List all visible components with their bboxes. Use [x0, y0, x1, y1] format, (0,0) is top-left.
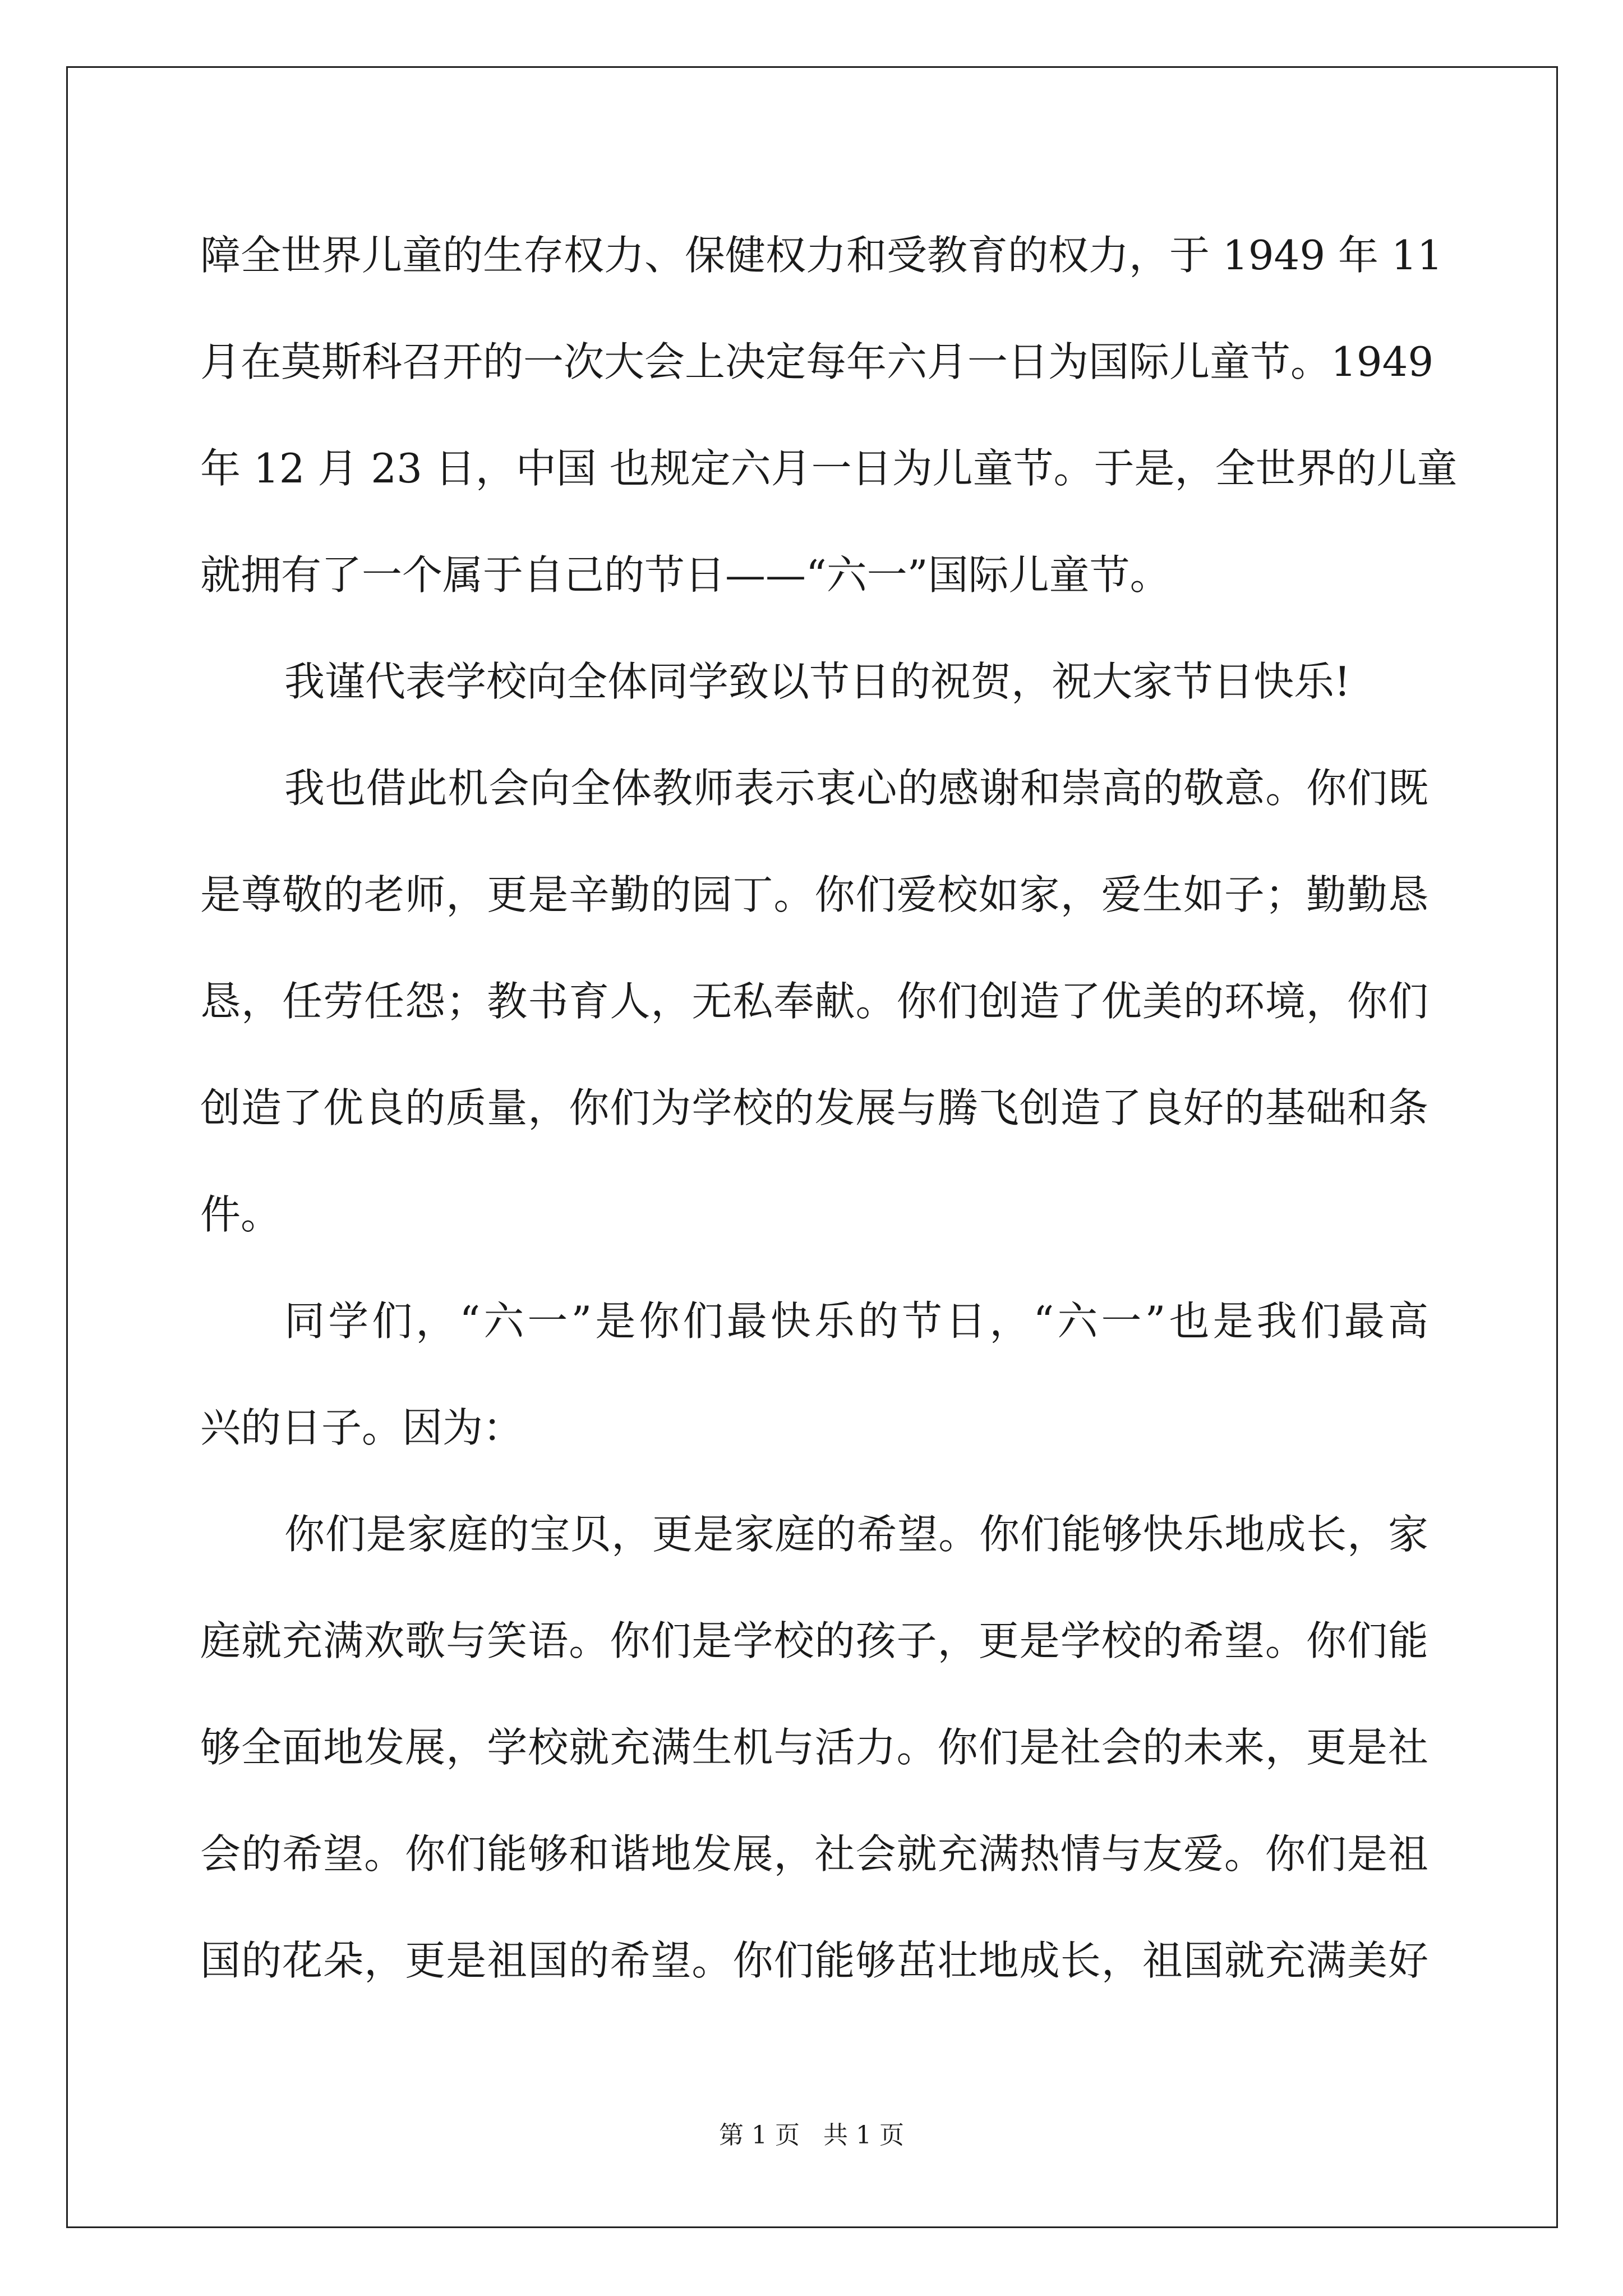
text-line: 庭就充满欢歌与笑语。你们是学校的孩子，更是学校的希望。你们能 — [200, 1617, 1428, 1664]
page-number: 第 1 页 — [719, 2121, 800, 2150]
text-line: 同学们，“六一”是你们最快乐的节日，“六一”也是我们最高 — [284, 1297, 1428, 1345]
text-line: 是尊敬的老师，更是辛勤的园丁。你们爱校如家，爱生如子；勤勤恳 — [200, 871, 1428, 918]
page-total: 共 1 页 — [823, 2121, 904, 2150]
text-line: 你们是家庭的宝贝，更是家庭的希望。你们能够快乐地成长，家 — [284, 1511, 1428, 1558]
text-line: 会的希望。你们能够和谐地发展，社会就充满热情与友爱。你们是祖 — [200, 1830, 1428, 1878]
text-line: 创造了优良的质量，你们为学校的发展与腾飞创造了良好的基础和条 — [200, 1084, 1428, 1131]
document-body — [200, 202, 1458, 2014]
text-line: 我谨代表学校向全体同学致以节日的祝贺，祝大家节日快乐! — [284, 658, 1350, 705]
text-line: 障全世界儿童的生存权力、保健权力和受教育的权力，于 1949 年 11 — [200, 232, 1443, 279]
text-line: 够全面地发展，学校就充满生机与活力。你们是社会的未来，更是社 — [200, 1724, 1428, 1771]
text-line: 国的花朵，更是祖国的希望。你们能够茁壮地成长，祖国就充满美好 — [200, 1937, 1428, 1984]
text-line: 兴的日子。因为： — [200, 1404, 524, 1451]
text-line: 年 12 月 23 日，中国 也规定六月一日为儿童节。于是，全世界的儿童 — [200, 445, 1458, 492]
page-footer — [0, 2115, 1623, 2151]
text-line: 月在莫斯科召开的一次大会上决定每年六月一日为国际儿童节。1949 — [200, 338, 1434, 385]
text-line: 恳，任劳任怨；教书育人，无私奉献。你们创造了优美的环境，你们 — [200, 978, 1428, 1025]
text-line: 就拥有了一个属于自己的节日——“六一”国际儿童节。 — [200, 551, 1170, 599]
text-line: 我也借此机会向全体教师表示衷心的感谢和崇高的敬意。你们既 — [284, 765, 1428, 812]
text-line: 件。 — [200, 1191, 282, 1238]
